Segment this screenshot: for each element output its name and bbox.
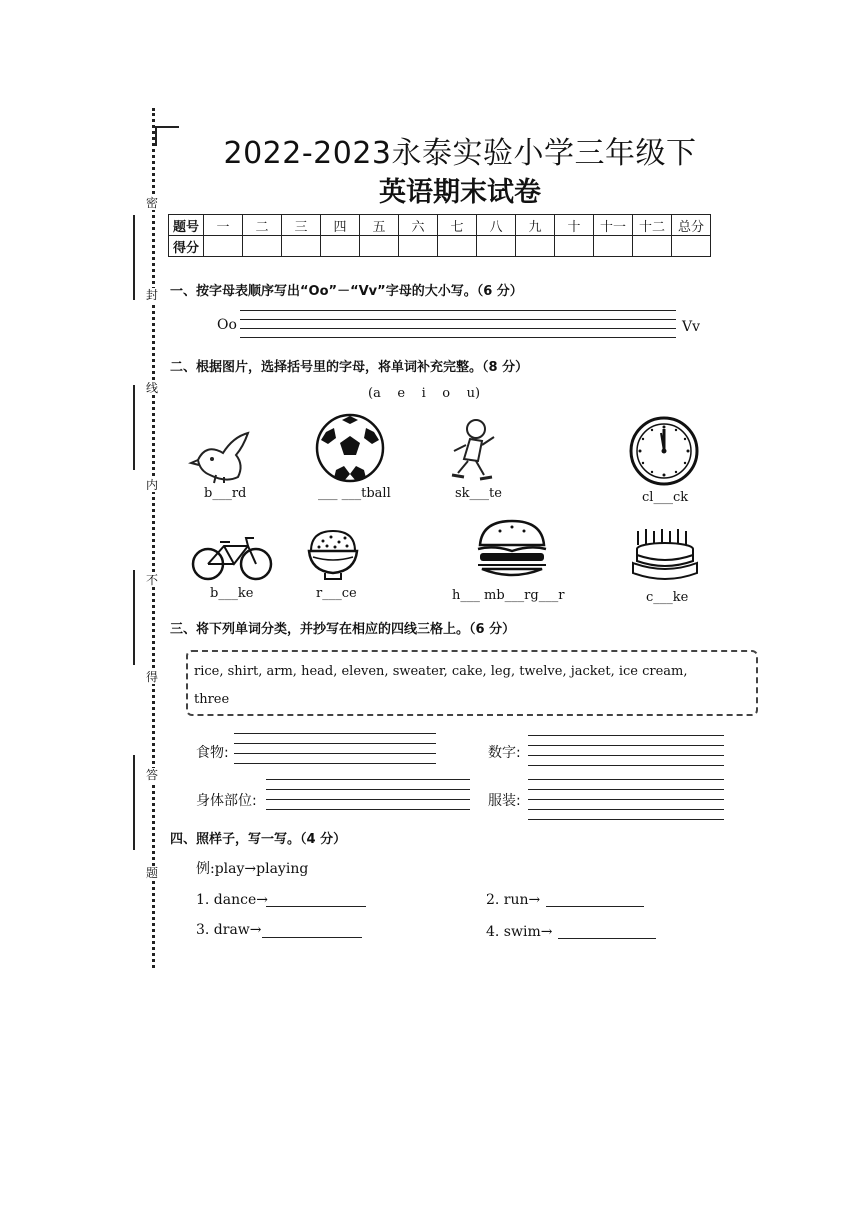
- writing-line[interactable]: [240, 310, 676, 311]
- score-input-cell[interactable]: [594, 236, 633, 257]
- score-cell: 三: [282, 215, 321, 236]
- word-clock[interactable]: cl___ck: [642, 490, 689, 505]
- hamburger-icon: [474, 517, 550, 581]
- rice-bowl-icon: [305, 527, 361, 583]
- item-swim: 4. swim→: [486, 924, 553, 940]
- margin-label: 答: [146, 768, 159, 782]
- football-icon: [314, 412, 386, 484]
- word-bike[interactable]: b___ke: [210, 586, 254, 601]
- score-cell: 题号: [169, 215, 204, 236]
- score-cell: 四: [321, 215, 360, 236]
- writing-line[interactable]: [234, 733, 436, 734]
- clock-icon: [628, 415, 700, 487]
- score-cell: 十一: [594, 215, 633, 236]
- score-cell: 七: [438, 215, 477, 236]
- score-header-row: [169, 215, 711, 236]
- writing-line[interactable]: [528, 799, 724, 800]
- bird-icon: [188, 425, 264, 485]
- score-value-row: [169, 236, 711, 257]
- writing-line[interactable]: [528, 735, 724, 736]
- word-list-line-1: rice, shirt, arm, head, eleven, sweater, cake, leg, twelve, jacket, ice cream,: [194, 664, 688, 679]
- binding-solid-line: [133, 385, 135, 470]
- food-label: 食物:: [196, 745, 229, 761]
- binding-solid-line: [133, 755, 135, 850]
- section-4-heading: 四、照样子，写一写。（4 分）: [170, 832, 347, 847]
- word-bird[interactable]: b___rd: [204, 486, 247, 501]
- item-run: 2. run→: [486, 892, 541, 908]
- word-skate[interactable]: sk___te: [455, 486, 502, 501]
- score-input-cell[interactable]: [516, 236, 555, 257]
- score-input-cell[interactable]: [477, 236, 516, 257]
- word-list-line-2: three: [194, 692, 230, 707]
- score-input-cell[interactable]: [282, 236, 321, 257]
- skating-child-icon: [444, 415, 504, 485]
- answer-line[interactable]: [266, 906, 366, 907]
- writing-line[interactable]: [240, 319, 676, 320]
- score-input-cell[interactable]: [243, 236, 282, 257]
- score-input-cell[interactable]: [633, 236, 672, 257]
- word-hamburger[interactable]: h___ mb___rg___r: [452, 588, 565, 603]
- score-row-label: 得分: [169, 236, 204, 257]
- score-input-cell[interactable]: [321, 236, 360, 257]
- letter-options: (a e i o u): [368, 386, 481, 401]
- score-cell: 九: [516, 215, 555, 236]
- score-table: [168, 214, 711, 257]
- score-cell: 总分: [672, 215, 711, 236]
- writing-line[interactable]: [528, 755, 724, 756]
- score-input-cell[interactable]: [555, 236, 594, 257]
- section-1-heading: 一、按字母表顺序写出“Oo”－“Vv”字母的大小写。（6 分）: [170, 284, 523, 299]
- writing-line[interactable]: [234, 763, 436, 764]
- score-input-cell[interactable]: [399, 236, 438, 257]
- writing-line[interactable]: [528, 745, 724, 746]
- binding-solid-line: [133, 570, 135, 665]
- word-rice[interactable]: r___ce: [316, 586, 357, 601]
- score-input-cell[interactable]: [672, 236, 711, 257]
- score-cell: 二: [243, 215, 282, 236]
- number-label: 数字:: [488, 745, 521, 761]
- margin-label: 内: [146, 478, 159, 492]
- bike-icon: [190, 532, 274, 584]
- item-dance: 1. dance→: [196, 892, 268, 908]
- writing-line[interactable]: [528, 819, 724, 820]
- answer-line[interactable]: [546, 906, 644, 907]
- writing-line[interactable]: [240, 337, 676, 338]
- writing-line[interactable]: [234, 753, 436, 754]
- writing-line[interactable]: [240, 328, 676, 329]
- answer-line[interactable]: [262, 937, 362, 938]
- score-cell: 五: [360, 215, 399, 236]
- writing-line[interactable]: [266, 809, 470, 810]
- exam-title: 2022-2023永泰实验小学三年级下: [223, 136, 697, 171]
- writing-line[interactable]: [528, 809, 724, 810]
- writing-line[interactable]: [234, 743, 436, 744]
- score-cell: 一: [204, 215, 243, 236]
- margin-label: 封: [146, 288, 159, 302]
- margin-label: 得: [146, 670, 159, 684]
- word-box-text: [194, 658, 754, 714]
- score-cell: 八: [477, 215, 516, 236]
- exam-subtitle: 英语期末试卷: [379, 177, 541, 208]
- writing-line[interactable]: [528, 765, 724, 766]
- start-letter: Oo: [217, 317, 237, 333]
- margin-label: 密: [146, 196, 159, 210]
- binding-dashed-line: [152, 108, 155, 968]
- section-2-heading: 二、根据图片，选择括号里的字母，将单词补充完整。（8 分）: [170, 360, 529, 375]
- writing-line[interactable]: [528, 779, 724, 780]
- score-input-cell[interactable]: [438, 236, 477, 257]
- corner-mark: [155, 126, 179, 146]
- writing-line[interactable]: [266, 779, 470, 780]
- score-cell: 十: [555, 215, 594, 236]
- writing-line[interactable]: [266, 789, 470, 790]
- birthday-cake-icon: [630, 527, 700, 585]
- body-parts-label: 身体部位:: [196, 793, 257, 809]
- end-letter: Vv: [682, 319, 701, 335]
- example: 例:play→playing: [196, 861, 309, 877]
- item-draw: 3. draw→: [196, 922, 262, 938]
- margin-label: 题: [146, 866, 159, 880]
- score-input-cell[interactable]: [360, 236, 399, 257]
- clothes-label: 服装:: [488, 793, 521, 809]
- score-input-cell[interactable]: [204, 236, 243, 257]
- writing-line[interactable]: [266, 799, 470, 800]
- score-cell: 十二: [633, 215, 672, 236]
- answer-line[interactable]: [558, 938, 656, 939]
- margin-label: 不: [146, 573, 159, 587]
- margin-label: 线: [146, 381, 159, 395]
- writing-line[interactable]: [528, 789, 724, 790]
- section-3-heading: 三、将下列单词分类，并抄写在相应的四线三格上。（6 分）: [170, 622, 516, 637]
- word-cake[interactable]: c___ke: [646, 590, 689, 605]
- binding-solid-line: [133, 215, 135, 300]
- word-football[interactable]: ___ ___tball: [318, 486, 391, 501]
- score-cell: 六: [399, 215, 438, 236]
